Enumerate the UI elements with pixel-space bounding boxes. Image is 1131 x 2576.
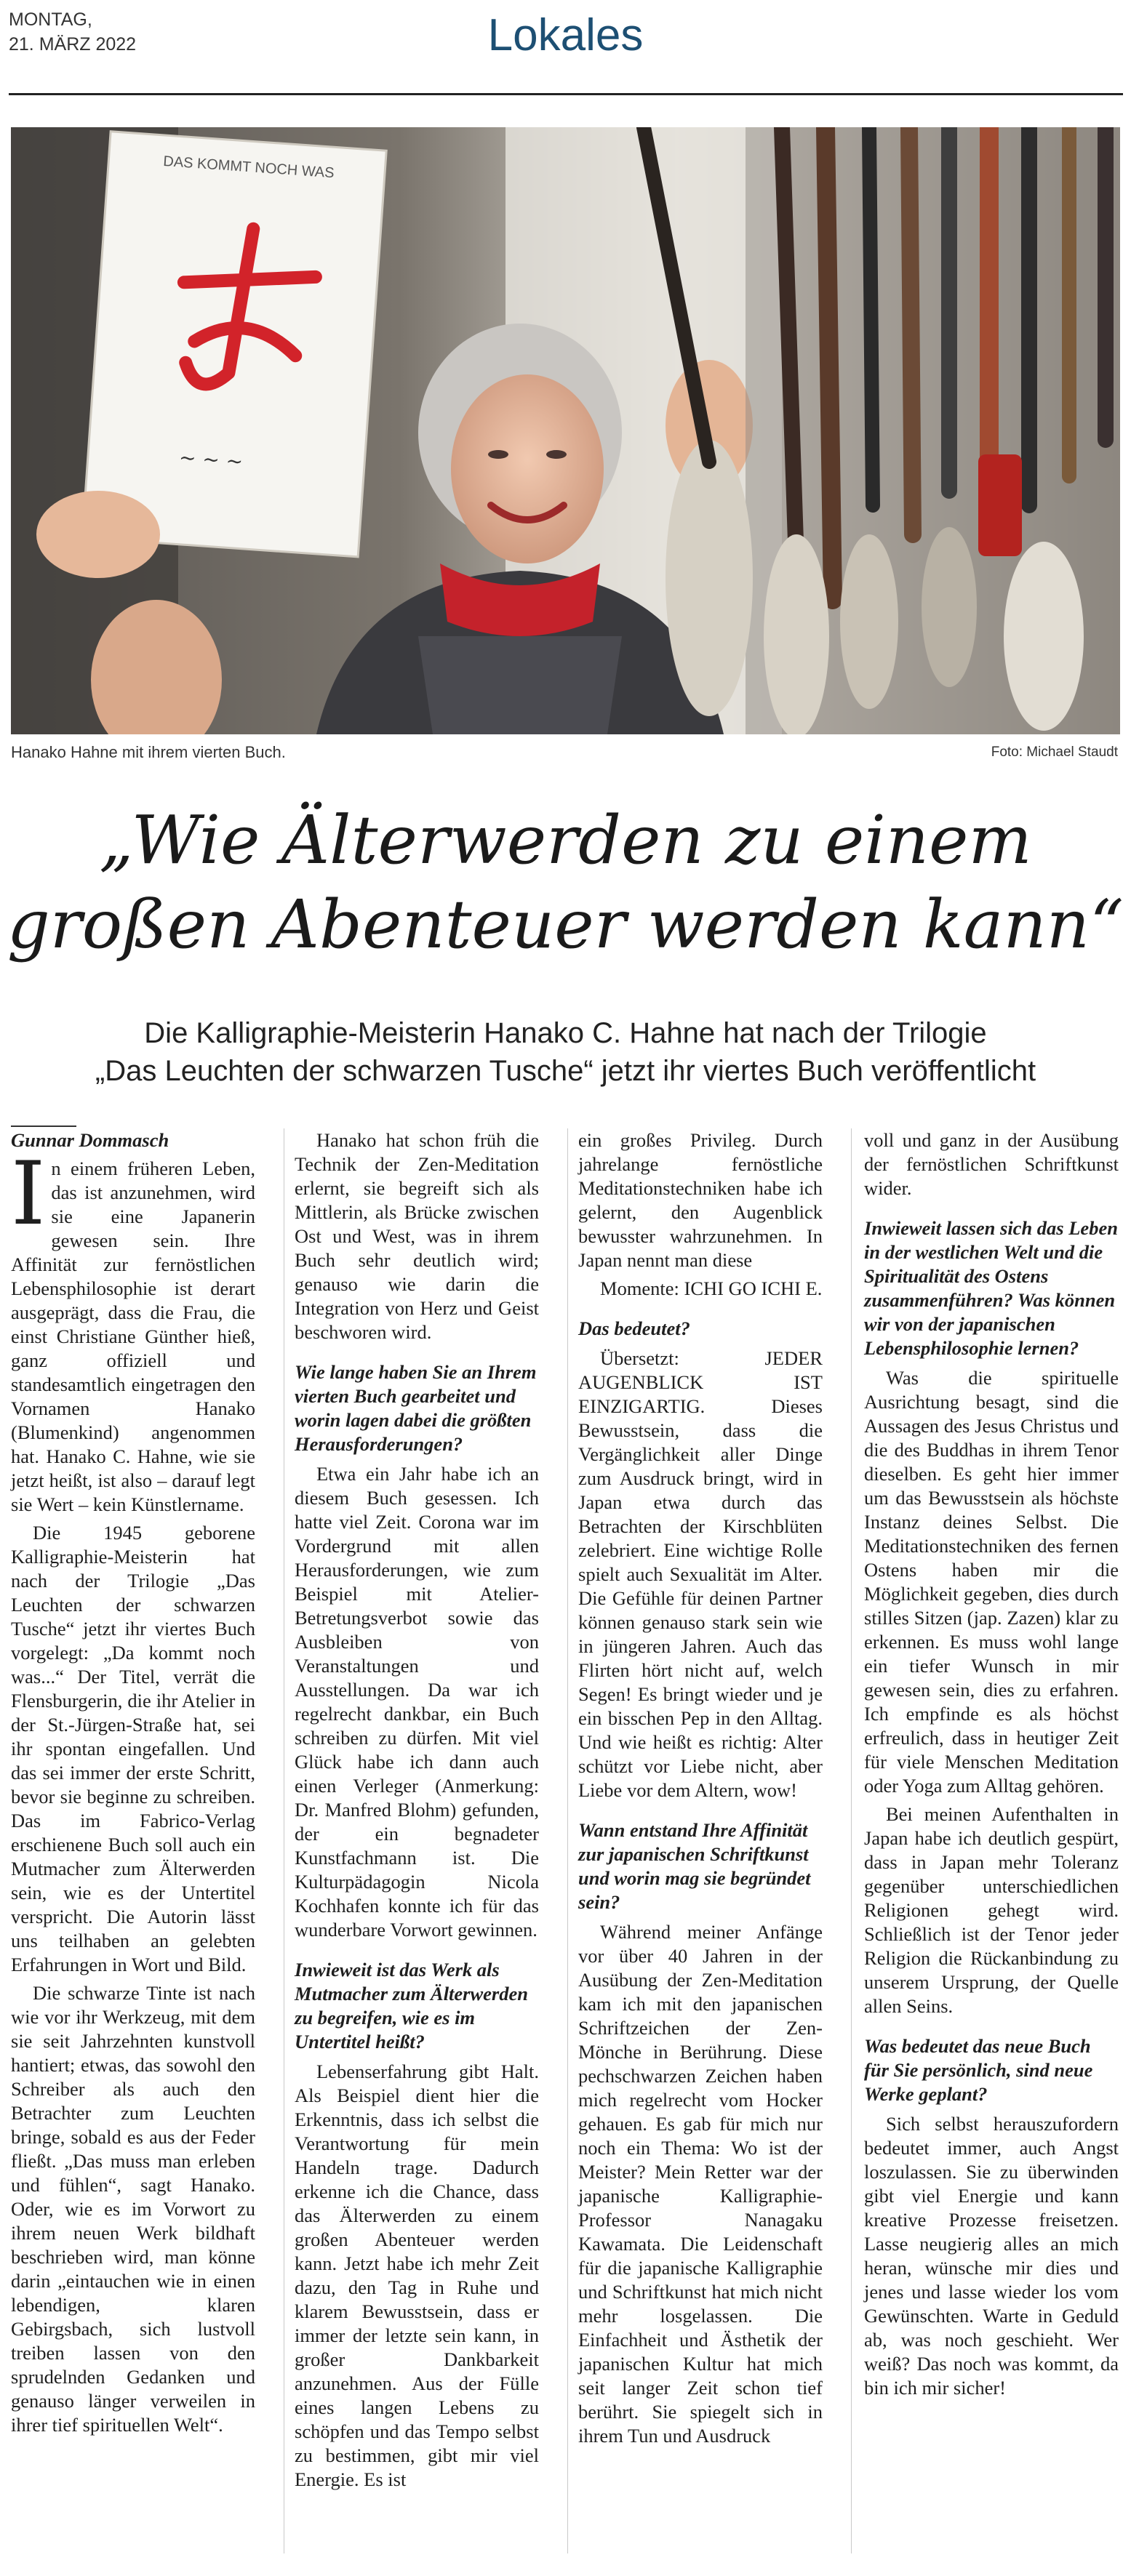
interview-answer: Was die spirituelle Ausrichtung besagt, sind die Aussagen des Jesus Christus und die des Buddhas in ihrem Tenor dieselben. Es geht hier immer um das Bewusstsein als höchste Instanz deines Selbst. Die Meditationstechniken des fernen Ostens haben mir die Möglichkeit gegeben, dies durch stilles Sitzen (jap. Zazen) klar zu erkennen. Es muss wohl lange ein tiefer Wunsch in mir gewesen sein, dies zu erfahren. Ich empfinde es als höchst erfreulich, dass in heutiger Zeit für viele Menschen Meditation oder Yoga zum Alltag gehören. xyxy=(864,1367,1119,1797)
interview-answer: Sich selbst herauszufordern bedeutet immer, auch Angst loszulassen. Sie zu überwinden gibt viel Energie und kann kreative Prozesse freisetzen. Lasse neugierig alles an mich heran, wünsche mir dies und jenes und lasse wieder los vom Gewünschten. Warte in Geduld ab, was noch geschieht. Wer weiß? Das noch was kommt, da bin ich mir sicher! xyxy=(864,2113,1119,2399)
column-divider xyxy=(567,1128,568,2553)
article-paragraph: Die schwarze Tinte ist nach wie vor ihr Werkzeug, mit dem sie seit Jahrzehnten kunstvoll hantiert; etwas, das sowohl den Schreiber als auch den Betrachter zum Leuchten bringe, sobald es aus der Feder fließt. „Das muss man erleben und fühlen“, sagt Hanako. Oder, wie es im Vorwort zu ihrem neuen Werk bildhaft beschrieben wird, man könne darin „eintauchen wie in einen lebendigen, klaren Gebirgsbach, sich lustvoll treiben lassen von den sprudelnden Gedanken und genauso länger verweilen in ihrer tief spirituellen Welt“. xyxy=(11,1982,255,2436)
interview-answer: Übersetzt: JEDER AUGENBLICK IST EINZIGARTIG. Dieses Bewusstsein, dass die Vergänglichkeit aller Dinge zum Ausdruck bringt, wird in Japan etwa durch das Betrachten der Kirschblüten zelebriert. Eine wichtige Rolle spielt auch Sexualität im Alter. Die Gefühle für deinen Partner können genauso stark sein wie in jüngeren Jahren. Auch das Flirten hört nicht auf, welch Segen! Es bringt wieder und je ein bisschen Pep in den Alltag. Und wie heißt es richtig: Alter schützt vor Liebe nicht, aber Liebe vor dem Altern, wow! xyxy=(578,1347,823,1801)
column-divider xyxy=(851,1128,852,2553)
photo-credit: Foto: Michael Staudt xyxy=(991,745,1118,760)
interview-question: Das bedeutet? xyxy=(578,1317,690,1339)
interview-answer: Während meiner Anfänge vor über 40 Jahren in der Ausübung der Zen-Meditation kam ich mit den japanischen Schriftzeichen der Zen-Mönche in Berührung. Diese pechschwarzen Zeichen haben mich regelrecht vom Hocker gehauen. Es gab für mich nur noch ein Thema: Wo ist der Meister? Mein Retter war der japanische Kalligraphie-Professor Nanagaku Kawamata. Die Leidenschaft für die japanische Kalligraphie und Schriftkunst hat mich nicht mehr losgelassen. Die Einfachheit und Ästhetik der japanischen Kultur hat mich seit langer Zeit schon tief berührt. Sie spiegelt sich in ihrem Tun und Ausdruck xyxy=(578,1921,823,2447)
date-day: 21. MÄRZ 2022 xyxy=(9,34,137,55)
interview-question: Wann entstand Ihre Affinität zur japanischen Schriftkunst und worin mag sie begründet sein? xyxy=(578,1819,811,1913)
date-weekday: MONTAG, xyxy=(9,9,92,30)
drop-cap: I xyxy=(11,1144,46,1245)
author-rule xyxy=(11,1126,76,1127)
svg-text:DAS KOMMT NOCH WAS: DAS KOMMT NOCH WAS xyxy=(162,153,335,182)
article-paragraph: Die 1945 geborene Kalligraphie-Meisterin hat nach der Trilogie „Das Leuchten der schwarzen Tusche“ jetzt ihr viertes Buch vorgelegt: „Da kommt noch was...“ Der Titel, verrät die Flensburgerin, die ihr Atelier in der St.-Jürgen-Straße hat, sei ihr spontan eingefallen. Und das sei immer der erste Schritt, bevor sie beginne zu schreiben. Das im Fabrico-Verlag erschienene Buch soll auch ein Mutmacher zum Älterwerden sein, wie es der Untertitel verspricht. Die Autorin lässt uns teilhaben an gelebten Erfahrungen in Wort und Bild. xyxy=(11,1522,255,1975)
article-column-3 xyxy=(578,1128,823,2452)
headline xyxy=(0,798,1131,967)
photo-caption: Hanako Hahne mit ihrem vierten Buch. xyxy=(11,743,286,761)
article-column-2 xyxy=(295,1128,539,2496)
interview-answer: voll und ganz in der Ausübung der fernöstlichen Schriftkunst wider. xyxy=(864,1129,1119,1199)
article-photo xyxy=(11,127,1120,734)
interview-answer: Bei meinen Aufenthalten in Japan habe ich deutlich gespürt, dass in Japan mehr Toleranz gegenüber unterschiedlichen Religionen gehegt wird. Schließlich ist der Tenor jeder Religion die Rückanbindung zu unserem Ursprung, der Quelle allen Seins. xyxy=(864,1803,1119,2017)
interview-answer: Etwa ein Jahr habe ich an diesem Buch gesessen. Ich hatte viel Zeit. Corona war im Vordergrund mit allen Herausforderungen, wie zum Beispiel mit Atelier-Betretungsverbot sowie das Ausbleiben von Veranstaltungen und Ausstellungen. Da war ich regelrecht dankbar, ein Buch schreiben zu dürfen. Mit viel Glück habe ich dann auch einen Verleger (Anmerkung: Dr. Manfred Blohm) gefunden, der ein begnadeter Kunstfachmann ist. Die Kulturpädagogin Nicola Kochhafen konnte ich für das wunderbare Vorwort gewinnen. xyxy=(295,1463,539,1941)
subheadline-line-1: Die Kalligraphie-Meisterin Hanako C. Hahne hat nach der Trilogie xyxy=(144,1017,987,1049)
svg-text:~ ~ ~: ~ ~ ~ xyxy=(177,445,244,474)
subheadline xyxy=(0,1014,1131,1090)
interview-question: Inwieweit ist das Werk als Mutmacher zum Älterwerden zu begreifen, wie es im Untertitel heißt? xyxy=(295,1959,528,2053)
article-paragraph: In einem früheren Leben, das ist anzunehmen, wird sie eine Japanerin gewesen sein. Ihre Affinität zur fernöstlichen Lebensphilosophie ist derart ausgeprägt, dass die Frau, die einst Christiane Günther hieß, ganz offiziell und standesamtlich eingetragen den Vornamen Hanako (Blumenkind) angenommen hat. Hanako C. Hahne, wie sie jetzt heißt, ist also – darauf legt sie Wert – kein Künstlername. xyxy=(11,1144,255,1515)
headline-line-2: großen Abenteuer werden kann“ xyxy=(7,886,1124,963)
article-column-4 xyxy=(864,1128,1119,2404)
article-paragraph: Hanako hat schon früh die Technik der Zen-Meditation erlernt, sie begreift sich als Mittlerin, als Brücke zwischen Ost und West, was in ihrem Buch sehr deutlich wird; genauso wie darin die Integration von Herz und Geist beschworen wird. xyxy=(295,1129,539,1343)
section-title: Lokales xyxy=(487,10,644,60)
interview-answer: Momente: ICHI GO ICHI E. xyxy=(600,1277,823,1299)
book xyxy=(82,132,386,557)
photo-illustration xyxy=(11,127,1120,734)
interview-answer: ein großes Privileg. Durch jahrelange fernöstliche Meditationstechniken habe ich gelernt, den Augenblick bewusster wahrzunehmen. In Japan nennt man diese xyxy=(578,1129,823,1271)
subheadline-line-2: „Das Leuchten der schwarzen Tusche“ jetzt ihr viertes Buch veröffentlicht xyxy=(95,1055,1036,1087)
author-name: Gunnar Dommasch xyxy=(11,1129,169,1151)
article-column-1 xyxy=(11,1128,255,2441)
interview-question: Was bedeutet das neue Buch für Sie persönlich, sind neue Werke geplant? xyxy=(864,2035,1093,2105)
interview-question: Wie lange haben Sie an Ihrem vierten Buch gearbeitet und worin lagen dabei die größten Herausforderungen? xyxy=(295,1361,537,1455)
headline-line-1: „Wie Älterwerden zu einem xyxy=(99,801,1032,879)
interview-question: Inwieweit lassen sich das Leben in der westlichen Welt und die Spiritualität des Ostens zusammenführen? Was können wir von der japanischen Lebensphilosophie lernen? xyxy=(864,1217,1118,1359)
interview-answer: Lebenserfahrung gibt Halt. Als Beispiel dient hier die Erkenntnis, dass ich selbst die Verantwortung für mein Handeln trage. Dadurch erkenne ich die Chance, dass das Älterwerden zu einem großen Abenteuer werden kann. Jetzt habe ich mehr Zeit dazu, den Tag in Ruhe und klarem Bewusstsein, dass er immer der letzte sein kann, in großer Dankbarkeit anzunehmen. Aus der Fülle eines langen Lebens zu schöpfen und das Tempo selbst zu bestimmen, gibt mir viel Energie. Es ist xyxy=(295,2061,539,2490)
masthead-divider xyxy=(9,93,1123,95)
